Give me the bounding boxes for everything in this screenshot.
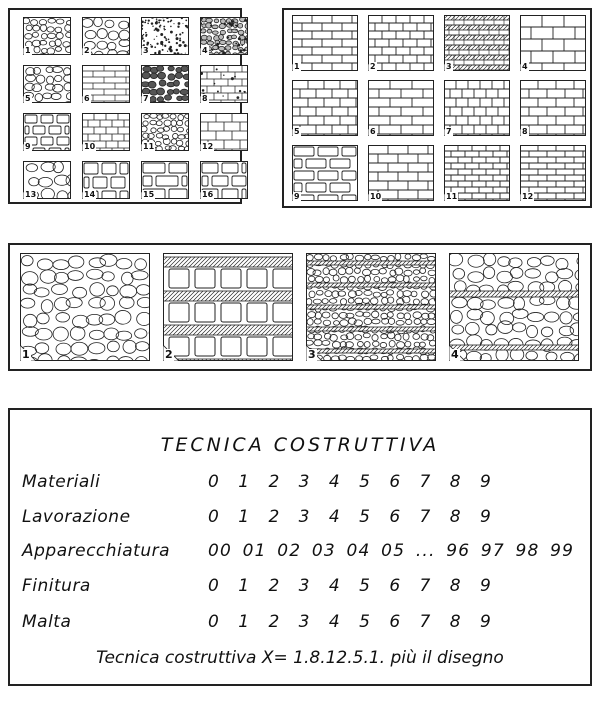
tile-number: 1 bbox=[294, 62, 300, 71]
panel-a-tile-4 bbox=[200, 17, 248, 55]
panel-a-tile-9 bbox=[23, 113, 71, 151]
tile-number: 2 bbox=[84, 46, 90, 55]
tile-number: 5 bbox=[294, 127, 300, 136]
masonry-texture-drawing bbox=[368, 80, 434, 136]
tile-number: 16 bbox=[202, 190, 214, 199]
panel-b-tile-9 bbox=[292, 145, 358, 201]
panel-b-tile-12 bbox=[520, 145, 586, 201]
panel-a-tile-7 bbox=[141, 65, 189, 103]
masonry-texture-drawing bbox=[306, 253, 436, 361]
tile-number: 11 bbox=[143, 142, 155, 151]
panel-b-tile-6 bbox=[368, 80, 434, 136]
panel-b-tile-3 bbox=[444, 15, 510, 71]
legend-label: Lavorazione bbox=[22, 507, 131, 527]
masonry-texture-drawing bbox=[292, 145, 358, 201]
tile-number: 9 bbox=[294, 192, 300, 201]
tile-number: 12 bbox=[202, 142, 214, 151]
panel-a-tile-14 bbox=[82, 161, 130, 199]
legend-label: Apparecchiatura bbox=[22, 541, 171, 561]
panel-a-tile-8 bbox=[200, 65, 248, 103]
panel-c-drawing-3 bbox=[306, 253, 436, 361]
tile-number: 15 bbox=[143, 190, 155, 199]
panel-c-drawing-4 bbox=[449, 253, 579, 361]
panel-a-tile-11 bbox=[141, 113, 189, 151]
tile-number: 4 bbox=[522, 62, 528, 71]
panel-b-tile-8 bbox=[520, 80, 586, 136]
tile-number: 9 bbox=[25, 142, 31, 151]
tile-number: 3 bbox=[308, 348, 316, 361]
panel-b-tile-11 bbox=[444, 145, 510, 201]
masonry-texture-drawing bbox=[20, 253, 150, 361]
masonry-texture-drawing bbox=[292, 15, 358, 71]
panel-a-tile-5 bbox=[23, 65, 71, 103]
panel-a-tile-6 bbox=[82, 65, 130, 103]
masonry-texture-drawing bbox=[449, 253, 579, 361]
masonry-texture-drawing bbox=[444, 80, 510, 136]
legend-label: Malta bbox=[22, 612, 72, 632]
legend-values: 0 1 2 3 4 5 6 7 8 9 bbox=[208, 612, 498, 632]
tile-number: 10 bbox=[84, 142, 96, 151]
panel-b-tile-1 bbox=[292, 15, 358, 71]
tile-number: 6 bbox=[370, 127, 376, 136]
panel-a-tile-12 bbox=[200, 113, 248, 151]
masonry-texture-drawing bbox=[163, 253, 293, 361]
tile-number: 2 bbox=[165, 348, 173, 361]
panel-a-tile-16 bbox=[200, 161, 248, 199]
tile-number: 1 bbox=[25, 46, 31, 55]
masonry-texture-drawing bbox=[292, 80, 358, 136]
panel-a-tile-1 bbox=[23, 17, 71, 55]
tile-number: 2 bbox=[370, 62, 376, 71]
tile-number: 12 bbox=[522, 192, 534, 201]
panel-a-tile-15 bbox=[141, 161, 189, 199]
panel-b-tile-10 bbox=[368, 145, 434, 201]
tile-number: 10 bbox=[370, 192, 382, 201]
panel-b-tile-4 bbox=[520, 15, 586, 71]
tile-number: 6 bbox=[84, 94, 90, 103]
panel-a-tile-13 bbox=[23, 161, 71, 199]
tile-number: 14 bbox=[84, 190, 96, 199]
panel-b-tile-2 bbox=[368, 15, 434, 71]
tile-number: 8 bbox=[522, 127, 528, 136]
tile-number: 13 bbox=[25, 190, 37, 199]
tile-number: 4 bbox=[202, 46, 208, 55]
tile-number: 7 bbox=[143, 94, 149, 103]
tile-number: 5 bbox=[25, 94, 31, 103]
masonry-texture-drawing bbox=[520, 80, 586, 136]
panel-c-drawing-1 bbox=[20, 253, 150, 361]
wall-section-drawings-panel-c bbox=[8, 243, 592, 371]
tile-number: 4 bbox=[451, 348, 459, 361]
legend-values: 0 1 2 3 4 5 6 7 8 9 bbox=[208, 576, 498, 596]
panel-b-tile-5 bbox=[292, 80, 358, 136]
masonry-texture-drawing bbox=[368, 15, 434, 71]
tile-number: 7 bbox=[446, 127, 452, 136]
legend-values: 00 01 02 03 04 05 ... 96 97 98 99 bbox=[208, 541, 575, 561]
tile-number: 3 bbox=[143, 46, 149, 55]
tile-number: 11 bbox=[446, 192, 458, 201]
brick-bond-samples-panel-b bbox=[282, 8, 592, 208]
legend-values: 0 1 2 3 4 5 6 7 8 9 bbox=[208, 507, 498, 527]
tile-number: 1 bbox=[22, 348, 30, 361]
legend-title: TECNICA COSTRUTTIVA bbox=[160, 434, 440, 456]
legend-label: Finitura bbox=[22, 576, 91, 596]
panel-b-tile-7 bbox=[444, 80, 510, 136]
panel-c-drawing-2 bbox=[163, 253, 293, 361]
tile-number: 8 bbox=[202, 94, 208, 103]
panel-a-tile-3 bbox=[141, 17, 189, 55]
legend-example-formula: Tecnica costruttiva X= 1.8.12.5.1. più il disegno bbox=[96, 648, 504, 668]
tile-number: 3 bbox=[446, 62, 452, 71]
legend-values: 0 1 2 3 4 5 6 7 8 9 bbox=[208, 472, 498, 492]
panel-a-tile-10 bbox=[82, 113, 130, 151]
masonry-texture-drawing bbox=[520, 15, 586, 71]
masonry-samples-panel-a bbox=[8, 8, 242, 204]
panel-a-tile-2 bbox=[82, 17, 130, 55]
legend-label: Materiali bbox=[22, 472, 101, 492]
masonry-texture-drawing bbox=[444, 15, 510, 71]
construction-technique-legend bbox=[8, 408, 592, 686]
